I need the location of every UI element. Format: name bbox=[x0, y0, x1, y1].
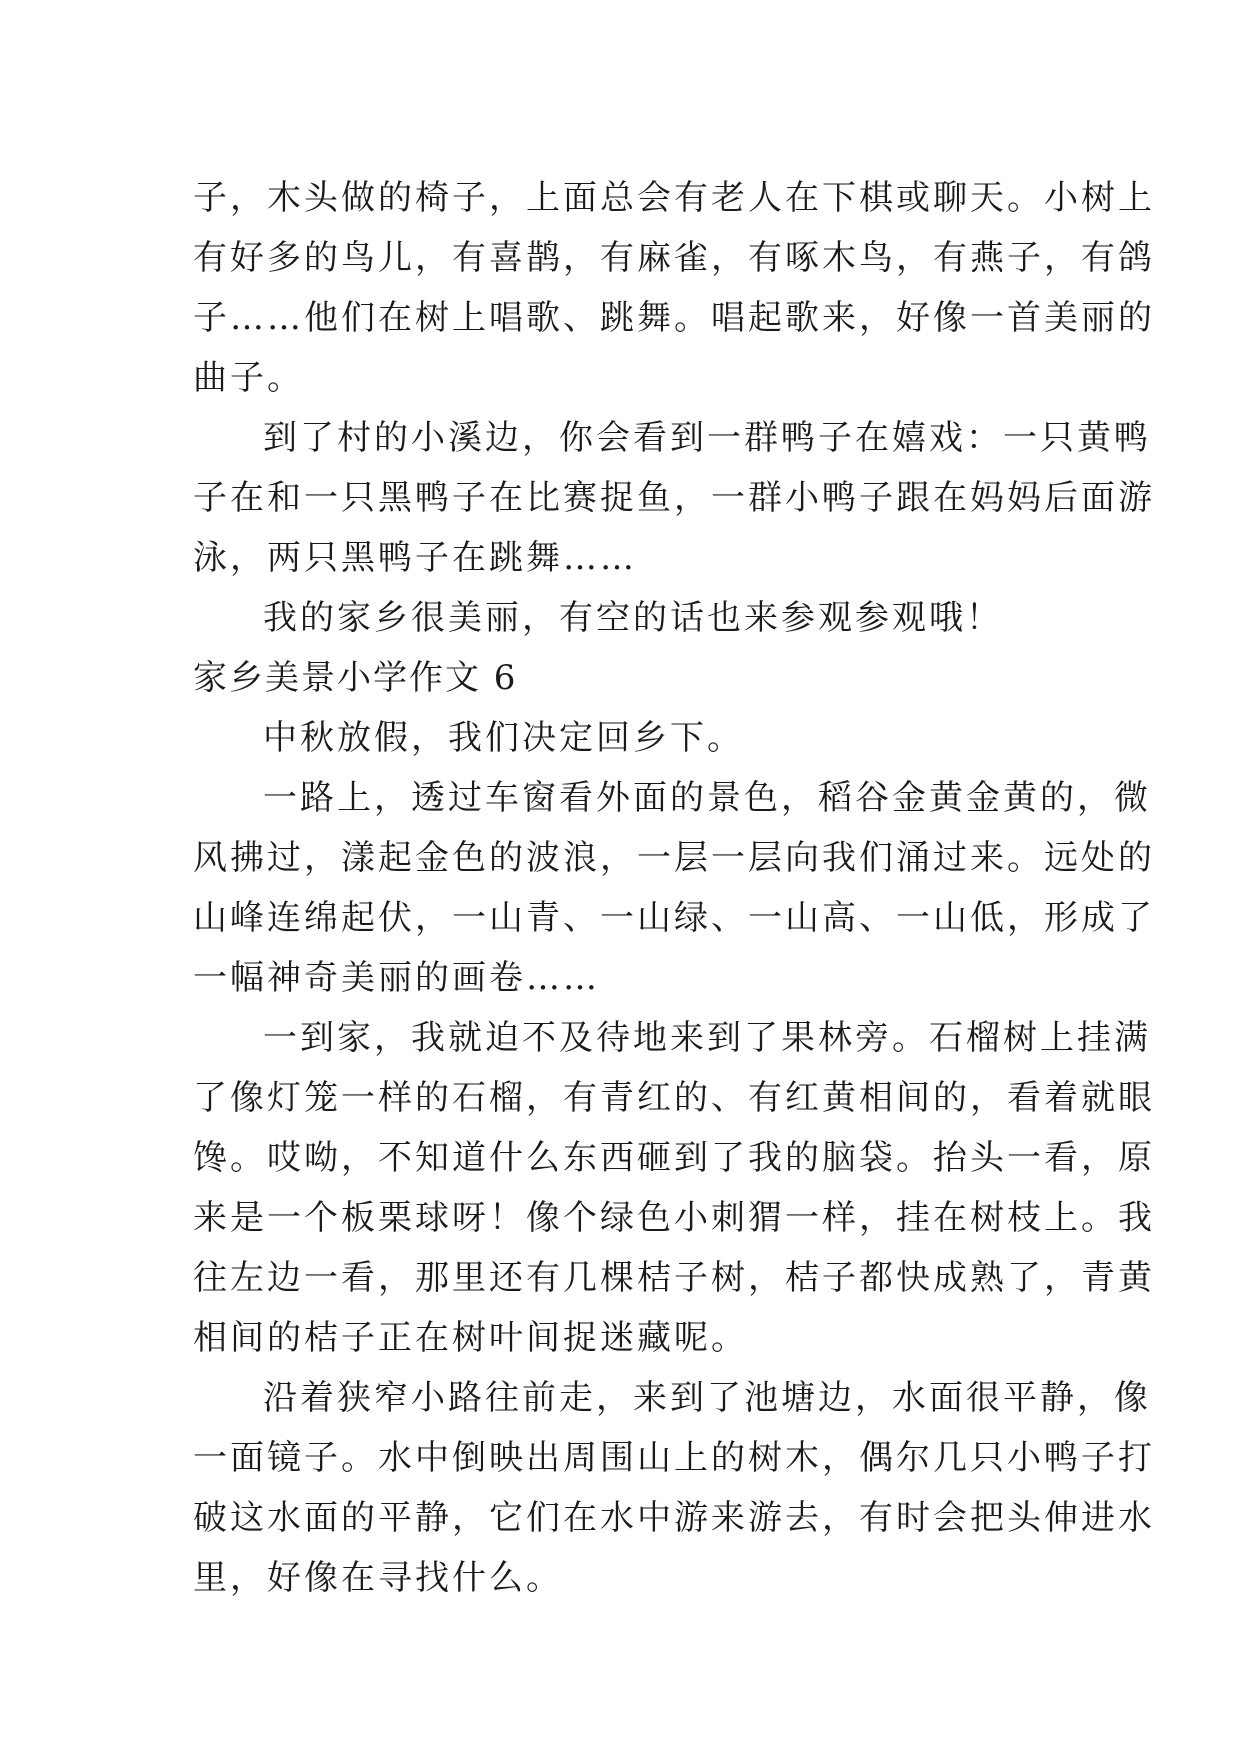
paragraph-start-line: 到了村的小溪边，你会看到一群鸭子在嬉戏：一只黄鸭 bbox=[263, 418, 1151, 458]
text-line: 山峰连绵起伏，一山青、一山绿、一山高、一山低，形成了 bbox=[193, 898, 1155, 938]
text-line: 子，木头做的椅子，上面总会有老人在下棋或聊天。小树上 bbox=[193, 178, 1155, 218]
text-line: 了像灯笼一样的石榴，有青红的、有红黄相间的，看着就眼 bbox=[193, 1078, 1155, 1118]
text-line: 风拂过，漾起金色的波浪，一层一层向我们涌过来。远处的 bbox=[193, 838, 1155, 878]
text-line: 往左边一看，那里还有几棵桔子树，桔子都快成熟了，青黄 bbox=[193, 1258, 1155, 1298]
document-body bbox=[193, 168, 1155, 1608]
text-line: 子在和一只黑鸭子在比赛捉鱼，一群小鸭子跟在妈妈后面游 bbox=[193, 478, 1155, 518]
text-line: 里，好像在寻找什么。 bbox=[193, 1558, 563, 1598]
paragraph-start-line: 我的家乡很美丽，有空的话也来参观参观哦！ bbox=[263, 598, 1003, 638]
paragraph-start-line: 一到家，我就迫不及待地来到了果林旁。石榴树上挂满 bbox=[263, 1018, 1151, 1058]
text-line: 有好多的鸟儿，有喜鹊，有麻雀，有啄木鸟，有燕子，有鸽 bbox=[193, 238, 1155, 278]
text-line: 馋。哎呦，不知道什么东西砸到了我的脑袋。抬头一看，原 bbox=[193, 1138, 1155, 1178]
section-heading: 家乡美景小学作文 6 bbox=[193, 658, 518, 698]
text-line: 一幅神奇美丽的画卷…… bbox=[193, 958, 600, 998]
text-line: 破这水面的平静，它们在水中游来游去，有时会把头伸进水 bbox=[193, 1498, 1155, 1538]
text-line: 来是一个板栗球呀！像个绿色小刺猬一样，挂在树枝上。我 bbox=[193, 1198, 1155, 1238]
text-line: 泳，两只黑鸭子在跳舞…… bbox=[193, 538, 637, 578]
text-line: 曲子。 bbox=[193, 358, 304, 398]
text-line: 相间的桔子正在树叶间捉迷藏呢。 bbox=[193, 1318, 748, 1358]
paragraph-start-line: 中秋放假，我们决定回乡下。 bbox=[263, 718, 744, 758]
text-line: 子……他们在树上唱歌、跳舞。唱起歌来，好像一首美丽的 bbox=[193, 298, 1155, 338]
paragraph-start-line: 一路上，透过车窗看外面的景色，稻谷金黄金黄的，微 bbox=[263, 778, 1151, 818]
paragraph-start-line: 沿着狭窄小路往前走，来到了池塘边，水面很平静，像 bbox=[263, 1378, 1151, 1418]
text-line: 一面镜子。水中倒映出周围山上的树木，偶尔几只小鸭子打 bbox=[193, 1438, 1155, 1478]
